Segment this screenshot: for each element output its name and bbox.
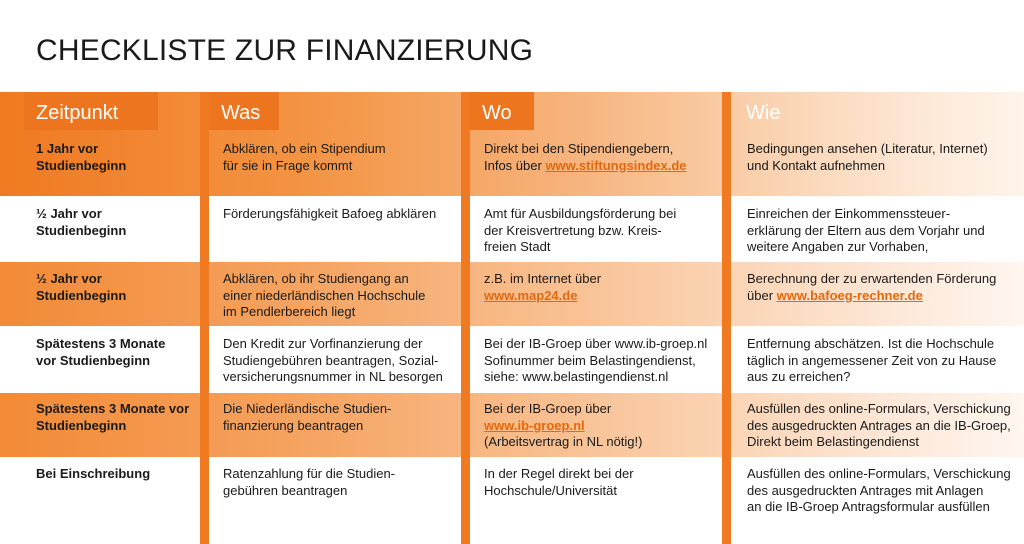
row-6-wo: In der Regel direkt bei der Hochschule/Universität [484, 466, 634, 498]
row-1-wie: Bedingungen ansehen (Literatur, Internet) und Kontakt aufnehmen [747, 141, 988, 173]
row-2-zeitpunkt: ½ Jahr vor Studienbeginn [36, 206, 127, 238]
row-4-wo: Bei der IB-Groep über www.ib-groep.nl Sofinummer beim Belastingendienst, siehe: www.belastingendienst.nl [484, 336, 708, 384]
row-3-was: Abklären, ob ihr Studiengang an einer niederländischen Hochschule im Pendlerbereich liegt [223, 271, 426, 319]
column-separator-3 [722, 92, 731, 544]
row-2-was: Förderungsfähigkeit Bafoeg abklären [223, 206, 437, 221]
column-header-wie: Wie [746, 102, 781, 124]
row-5-wo: Bei der IB-Groep über www.ib-groep.nl (Arbeitsvertrag in NL nötig!) [484, 401, 643, 449]
row-4-wie: Entfernung abschätzen. Ist die Hochschule täglich in angemessener Zeit von zu Hause aus zu erreichen? [747, 336, 997, 384]
row-2-wo: Amt für Ausbildungsförderung bei der Kreisvertretung bzw. Kreis- freien Stadt [484, 206, 677, 254]
row-5-wie: Ausfüllen des online-Formulars, Verschickung des ausgedruckten Antrages an die IB-Groep, Direkt beim Belastingendienst [747, 401, 1011, 449]
row-4-zeitpunkt: Spätestens 3 Monate vor Studienbeginn [36, 336, 166, 368]
link-ib-groep[interactable]: www.ib-groep.nl [484, 417, 585, 433]
row-6-wie: Ausfüllen des online-Formulars, Verschickung des ausgedruckten Antrages mit Anlagen an die IB-Groep Antragsformular ausfüllen [747, 466, 1011, 514]
page-title: CHECKLISTE ZUR FINANZIERUNG [36, 34, 534, 67]
column-separator-1 [200, 92, 209, 544]
row-1-was: Abklären, ob ein Stipendium für sie in Frage kommt [223, 141, 386, 173]
column-header-was: Was [209, 92, 279, 130]
row-2-wie: Einreichen der Einkommenssteuer- erklärung der Eltern aus dem Vorjahr und weitere Angaben zur Vorhaben, [747, 206, 985, 254]
column-header-zeitpunkt: Zeitpunkt [24, 92, 158, 130]
row-3-wo: z.B. im Internet über www.map24.de [484, 271, 602, 303]
link-map24[interactable]: www.map24.de [484, 287, 578, 303]
row-5-was: Die Niederländische Studien- finanzierung beantragen [223, 401, 392, 433]
column-separator-2 [461, 92, 470, 544]
row-6-zeitpunkt: Bei Einschreibung [36, 466, 151, 481]
column-header-wo: Wo [470, 92, 534, 130]
row-5-zeitpunkt: Spätestens 3 Monate vor Studienbeginn [36, 401, 190, 433]
row-3-wie: Berechnung der zu erwartenden Förderung über www.bafoeg-rechner.de [747, 271, 997, 303]
row-1-wo: Direkt bei den Stipendiengebern, Infos über www.stiftungsindex.de [484, 141, 687, 173]
link-stiftungsindex[interactable]: www.stiftungsindex.de [545, 157, 687, 173]
row-1-zeitpunkt: 1 Jahr vor Studienbeginn [36, 141, 127, 173]
link-bafoeg-rechner[interactable]: www.bafoeg-rechner.de [776, 287, 923, 303]
row-4-was: Den Kredit zur Vorfinanzierung der Studiengebühren beantragen, Sozial- versicherungsnummer in NL besorgen [223, 336, 443, 384]
row-3-zeitpunkt: ½ Jahr vor Studienbeginn [36, 271, 127, 303]
row-6-was: Ratenzahlung für die Studien- gebühren beantragen [223, 466, 396, 498]
